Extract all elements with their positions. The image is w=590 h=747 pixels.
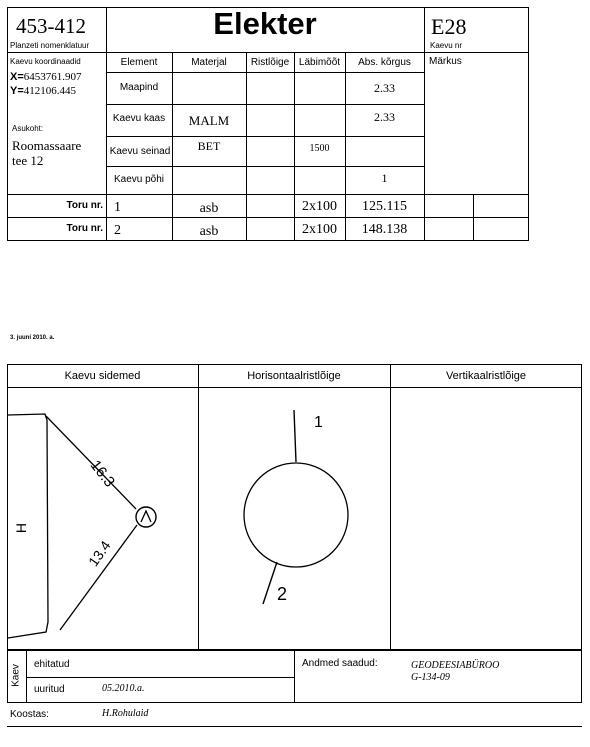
dist-label-2: 13.4 [85,537,114,570]
pipe-1-label: 1 [314,414,323,431]
grid-line [473,194,474,241]
grid-line [106,7,107,241]
asukoht-line1: Roomassaare [12,138,82,153]
row-abs-kaevu-kaas: 2.33 [374,110,395,124]
toru-1-nr: 1 [114,200,121,215]
toru-label-1: Toru nr. [66,200,103,211]
house-mark: H [13,522,30,534]
dist-label-1: 16.3 [86,457,118,491]
col-header-abs-korgus: Abs. kõrgus [358,57,411,68]
nomenklatuur-label: Planzeti nomenklatuur [10,41,90,50]
asukoht-line2: tee 12 [12,153,44,168]
toru-1-labimoot: 2x100 [302,199,337,214]
pipe-2-line [263,562,277,604]
grid-line [424,7,425,241]
grid-line [26,677,294,678]
row-element-kaevu-kaas: Kaevu kaas [112,113,166,124]
row-materjal-kaevu-seinad: BET [197,139,221,153]
page-title: Elekter [213,6,317,41]
grid-line [7,52,529,53]
uuritud-label: uuritud [34,684,65,695]
asukoht-label: Asukoht: [12,124,44,133]
koostas-value: H.Rohulaid [102,708,149,719]
coord-x [10,71,82,83]
row-element-maapind: Maapind [119,82,159,93]
toru-2-nr: 2 [114,223,121,238]
kaevu-nr-label: Kaevu nr [430,41,463,50]
grid-line [7,217,529,218]
grid-line [106,166,424,167]
manhole-circle [244,463,348,567]
horizontal-section-sketch [199,388,389,650]
manhole-arrow-icon [141,511,151,522]
col-header-element: Element [120,57,158,68]
coords-label: Kaevu koordinaadid [10,57,81,66]
row-abs-maapind: 2.33 [374,81,395,95]
grid-line [106,72,424,73]
kaevu-nr-value: E28 [431,14,467,39]
coord-y [10,85,76,97]
row-labimoot-kaevu-seinad: 1500 [309,143,330,154]
row-abs-kaevu-pohi: 1 [381,171,388,185]
koostas-label: Koostas: [10,709,49,720]
toru-1-abs: 125.115 [362,199,407,214]
coord-y-label: Y= [10,85,24,97]
toru-2-labimoot: 2x100 [302,222,337,237]
row-element-kaevu-seinad: Kaevu seinad [109,146,171,157]
grid-line [246,52,247,241]
uuritud-value: 05.2010.a. [102,683,145,694]
toru-2-abs: 148.138 [361,222,408,237]
row-element-kaevu-pohi: Kaevu põhi [113,174,165,185]
ehitatud-label: ehitatud [34,659,70,670]
toru-2-materjal: asb [199,224,219,239]
col-header-materjal: Materjal [191,57,227,68]
pipe-1-line [294,410,296,462]
grid-line [7,194,529,195]
grid-line [106,104,424,105]
andmed-line1: GEODEESIABÜROO [411,660,500,671]
andmed-label: Andmed saadud: [302,658,378,669]
date-note: 3. juuni 2010. a. [10,335,55,341]
toru-1-materjal: asb [199,201,219,216]
grid-line [294,650,295,703]
row-materjal-kaevu-kaas: MALM [188,113,230,128]
nomenklatuur-value: 453-412 [16,14,86,38]
kaev-label: Kaev [10,664,22,687]
grid-line [390,364,391,650]
pipe-2-label: 2 [277,584,288,604]
grid-line [7,726,582,727]
panel-title-horisontaal: Horisontaalristlõige [247,370,341,382]
andmed-line2: G-134-09 [411,672,450,683]
coord-y-value: 412106.445 [23,85,77,97]
col-header-labimoot: Läbimõõt [298,57,341,68]
coord-x-value: 6453761.907 [23,71,82,83]
col-header-markus: Märkus [429,56,462,67]
panel-title-sidemed: Kaevu sidemed [64,370,141,382]
toru-label-2: Toru nr. [66,223,103,234]
coord-x-label: X= [10,71,24,83]
grid-line [106,136,424,137]
panel-title-vertikaal: Vertikaalristlõige [445,370,527,382]
col-header-ristloige: Ristlõige [250,57,290,68]
sidemed-sketch [0,388,198,650]
